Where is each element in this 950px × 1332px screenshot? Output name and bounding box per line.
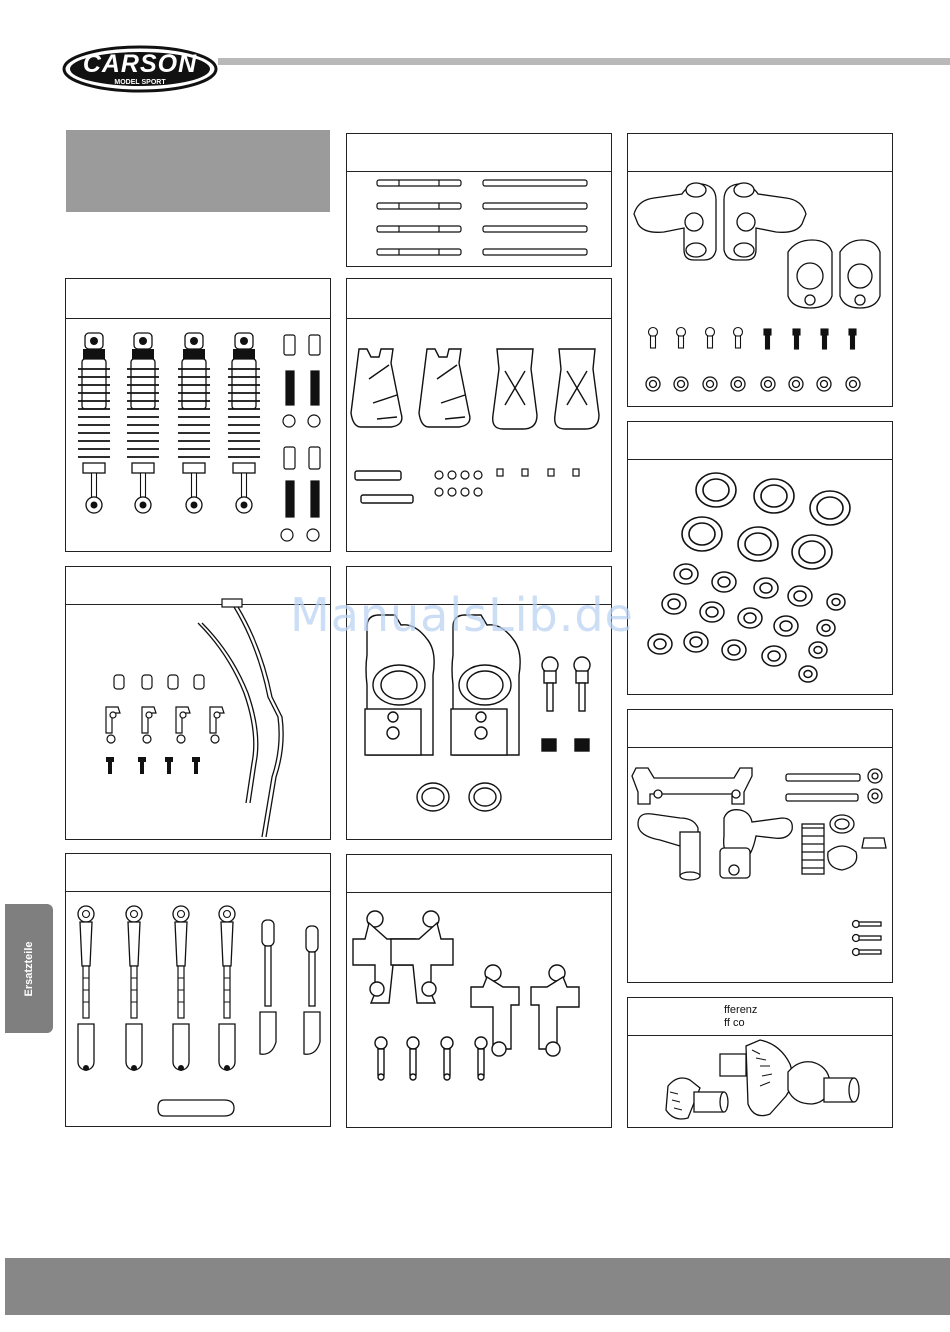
differential-drawing [628, 1036, 892, 1128]
footer-bar [5, 1258, 950, 1315]
steering-knuckles-drawing [628, 172, 892, 408]
header-rule [218, 58, 950, 65]
suspension-arms-drawing [347, 319, 611, 553]
title-block [66, 130, 330, 212]
side-tab [5, 904, 53, 1033]
differential-label-line2: ff co [724, 1017, 745, 1029]
svg-text:MODEL SPORT: MODEL SPORT [114, 79, 166, 86]
carson-logo [60, 44, 220, 94]
differential-label [724, 1004, 757, 1030]
differential-label-line1: fferenz [724, 1004, 758, 1016]
panel-bearings [627, 421, 893, 695]
watermark: ManualsLib.de [290, 588, 634, 642]
panel-tie-rods [65, 853, 331, 1127]
turnbuckle-rods-drawing [347, 172, 611, 267]
panel-steering-linkage [627, 709, 893, 983]
panel-suspension-arms [346, 278, 612, 552]
panel-steering-knuckles [627, 133, 893, 407]
front-c-hubs-drawing [347, 893, 611, 1129]
svg-text:CARSON: CARSON [82, 50, 198, 78]
panel-front-c-hubs [346, 854, 612, 1128]
panel-differential [627, 997, 893, 1128]
steering-linkage-drawing [628, 748, 892, 984]
shock-absorbers-drawing [66, 319, 330, 553]
panel-turnbuckle-rods [346, 133, 612, 267]
bearings-drawing [628, 460, 892, 696]
side-tab-label: Ersatzteile [23, 940, 35, 997]
panel-shock-absorbers [65, 278, 331, 552]
tie-rods-drawing [66, 892, 330, 1128]
